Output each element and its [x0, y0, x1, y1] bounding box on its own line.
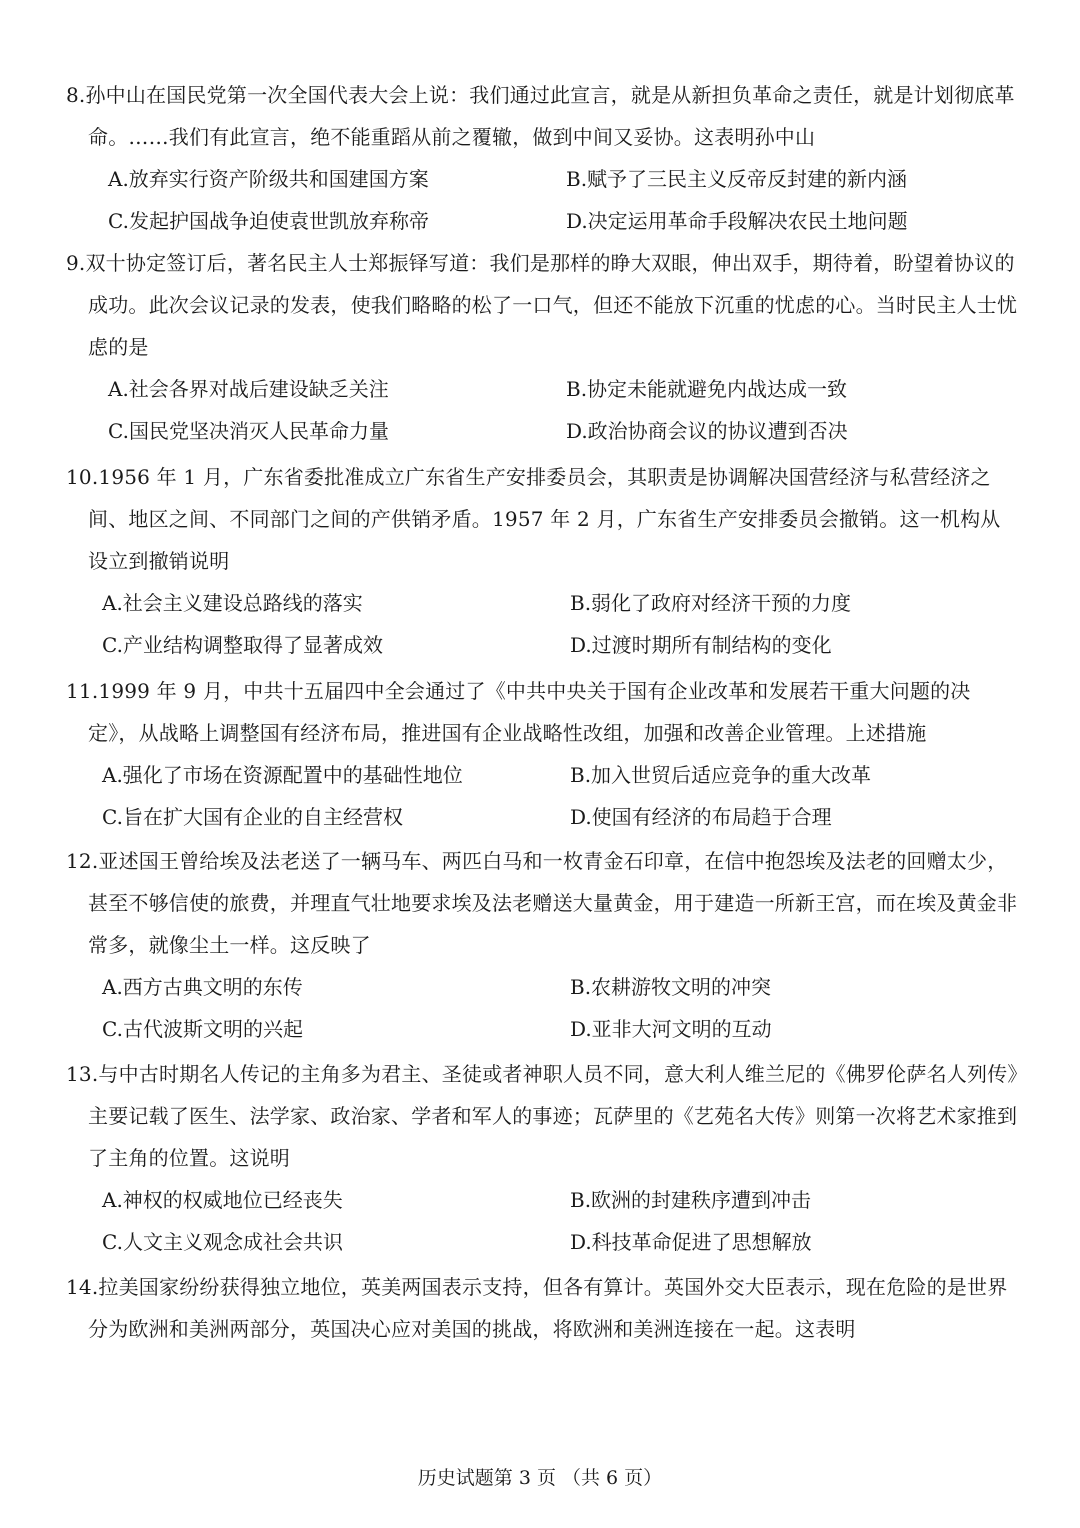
question-stem: 11.1999 年 9 月，中共十五届四中全会通过了《中共中央关于国有企业改革和发展若干重大问题的决定》，从战略上调整国有经济布局，推进国有企业战略性改组，加强和改善企业管理。上述措施	[66, 679, 971, 745]
option-d: D.政治协商会议的协议遭到否决	[566, 419, 848, 443]
option-c: C.古代波斯文明的兴起	[102, 1017, 303, 1041]
options	[0, 966, 1080, 1050]
page-footer: 历史试题第 3 页 （共 6 页）	[417, 1467, 663, 1489]
option-c: C.人文主义观念成社会共识	[102, 1230, 343, 1254]
question-stem: 8.孙中山在国民党第一次全国代表大会上说：我们通过此宣言，就是从新担负革命之责任，就是计划彻底革命。……我们有此宣言，绝不能重蹈从前之覆辙，做到中间又妥协。这表明孙中山	[66, 83, 1015, 149]
option-d: D.使国有经济的布局趋于合理	[570, 805, 832, 829]
option-a: A.放弃实行资产阶级共和国建国方案	[108, 167, 429, 191]
option-b: B.赋予了三民主义反帝反封建的新内涵	[566, 167, 908, 191]
option-b: B.弱化了政府对经济干预的力度	[570, 591, 852, 615]
option-b: B.欧洲的封建秩序遭到冲击	[570, 1188, 812, 1212]
option-d: D.亚非大河文明的互动	[570, 1017, 772, 1041]
option-a: A.社会主义建设总路线的落实	[102, 591, 363, 615]
option-b: B.农耕游牧文明的冲突	[570, 975, 772, 999]
option-a: A.强化了市场在资源配置中的基础性地位	[102, 763, 463, 787]
options	[0, 368, 1080, 452]
question-10	[0, 456, 1080, 666]
options	[0, 1179, 1080, 1263]
option-c: C.发起护国战争迫使袁世凯放弃称帝	[108, 209, 429, 233]
options	[0, 582, 1080, 666]
question-8	[0, 74, 1080, 242]
option-a: A.西方古典文明的东传	[102, 975, 303, 999]
question-12	[0, 840, 1080, 1050]
option-d: D.决定运用革命手段解决农民土地问题	[566, 209, 908, 233]
question-stem: 14.拉美国家纷纷获得独立地位，英美两国表示支持，但各有算计。英国外交大臣表示，现在危险的是世界分为欧洲和美洲两部分，英国决心应对美国的挑战，将欧洲和美洲连接在一起。这表明	[66, 1275, 1008, 1341]
question-stem: 12.亚述国王曾给埃及法老送了一辆马车、两匹白马和一枚青金石印章，在信中抱怨埃及法老的回赠太少，甚至不够信使的旅费，并理直气壮地要求埃及法老赠送大量黄金，用于建造一所新王宫，而在埃及黄金非常多，就像尘土一样。这反映了	[66, 849, 1018, 957]
option-b: B.协定未能就避免内战达成一致	[566, 377, 848, 401]
option-d: D.科技革命促进了思想解放	[570, 1230, 812, 1254]
question-stem: 10.1956 年 1 月，广东省委批准成立广东省生产安排委员会，其职责是协调解决国营经济与私营经济之间、地区之间、不同部门之间的产供销矛盾。1957 年 2 月，广东省生产安排委员会撤销。这一机构从设立到撤销说明	[66, 465, 1001, 573]
option-c: C.国民党坚决消灭人民革命力量	[108, 419, 389, 443]
option-b: B.加入世贸后适应竞争的重大改革	[570, 763, 872, 787]
question-13	[0, 1053, 1080, 1263]
question-9	[0, 242, 1080, 452]
option-c: C.产业结构调整取得了显著成效	[102, 633, 383, 657]
options	[0, 158, 1080, 242]
options	[0, 754, 1080, 838]
question-14	[0, 1266, 1080, 1350]
option-a: A.神权的权威地位已经丧失	[102, 1188, 343, 1212]
question-stem: 9.双十协定签订后，著名民主人士郑振铎写道：我们是那样的睁大双眼，伸出双手，期待着，盼望着协议的成功。此次会议记录的发表，使我们略略的松了一口气，但还不能放下沉重的忧虑的心。当时民主人士忧虑的是	[66, 251, 1018, 359]
question-stem: 13.与中古时期名人传记的主角多为君主、圣徒或者神职人员不同，意大利人维兰尼的《佛罗伦萨名人列传》主要记载了医生、法学家、政治家、学者和军人的事迹；瓦萨里的《艺苑名大传》则第一次将艺术家推到了主角的位置。这说明	[66, 1062, 1018, 1170]
option-c: C.旨在扩大国有企业的自主经营权	[102, 805, 403, 829]
question-11	[0, 670, 1080, 838]
option-d: D.过渡时期所有制结构的变化	[570, 633, 832, 657]
option-a: A.社会各界对战后建设缺乏关注	[108, 377, 389, 401]
